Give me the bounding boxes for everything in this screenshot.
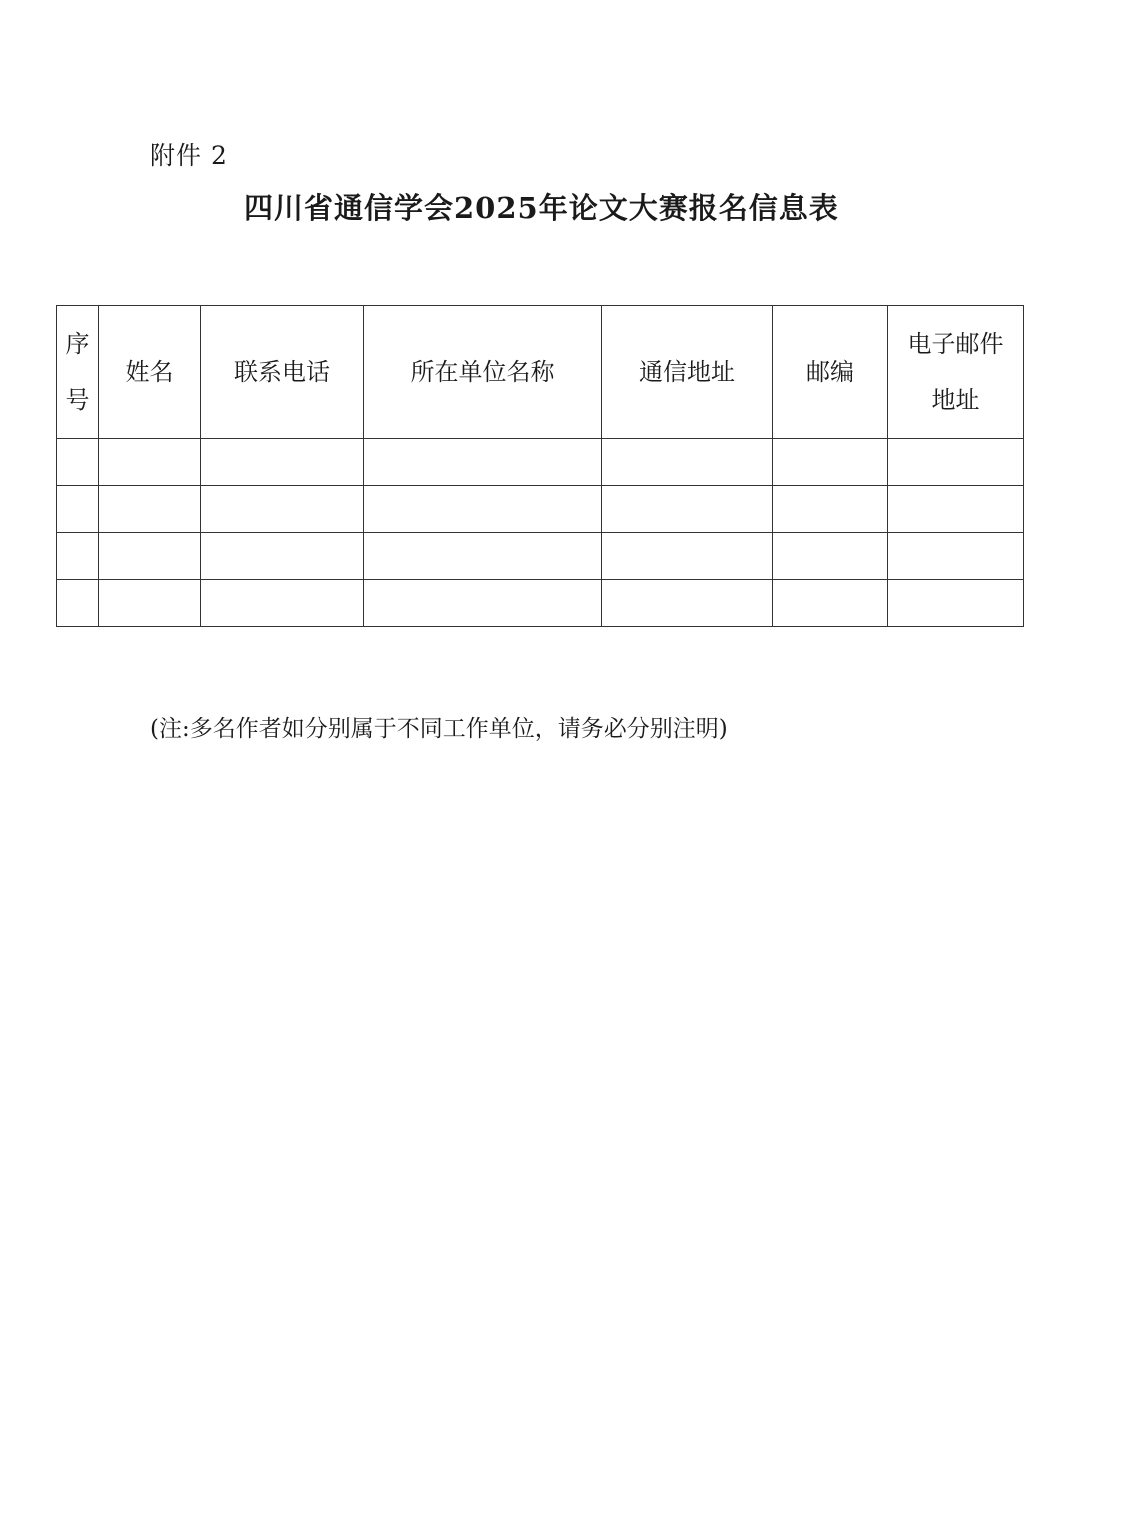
table-cell[interactable]: [99, 533, 201, 580]
table-body: [57, 439, 1024, 627]
header-line: 邮编: [806, 358, 854, 386]
header-name: [99, 306, 201, 439]
table-cell[interactable]: [99, 486, 201, 533]
table-cell[interactable]: [888, 486, 1024, 533]
attachment-label: 附件 2: [150, 141, 228, 170]
table-row: [57, 439, 1024, 486]
footnote: (注:多名作者如分别属于不同工作单位，请务必分别注明): [150, 716, 728, 742]
table-cell[interactable]: [57, 533, 99, 580]
table-cell[interactable]: [888, 533, 1024, 580]
header-serial-number: [57, 306, 99, 439]
table-row: [57, 533, 1024, 580]
table-cell[interactable]: [602, 439, 773, 486]
table-cell[interactable]: [57, 486, 99, 533]
table-cell[interactable]: [888, 580, 1024, 627]
header-line: 所在单位名称: [410, 358, 555, 386]
registration-table: [56, 305, 1024, 627]
table-cell[interactable]: [364, 486, 602, 533]
table-cell[interactable]: [201, 533, 364, 580]
header-line: 地址: [931, 386, 980, 414]
table-cell[interactable]: [364, 439, 602, 486]
table-cell[interactable]: [201, 439, 364, 486]
table-row: [57, 486, 1024, 533]
table-cell[interactable]: [602, 580, 773, 627]
header-postcode: [773, 306, 888, 439]
header-address: [602, 306, 773, 439]
table-header-row: [57, 306, 1024, 439]
header-line: 通信地址: [639, 358, 735, 386]
table-cell[interactable]: [773, 580, 888, 627]
header-line: 序: [65, 330, 90, 358]
table-cell[interactable]: [364, 533, 602, 580]
table-cell[interactable]: [773, 486, 888, 533]
header-organization: [364, 306, 602, 439]
table-row: [57, 580, 1024, 627]
header-line: 姓名: [125, 358, 174, 386]
table-cell[interactable]: [99, 580, 201, 627]
header-line: 联系电话: [234, 358, 330, 386]
table-cell[interactable]: [57, 580, 99, 627]
header-email: [888, 306, 1024, 439]
table-cell[interactable]: [888, 439, 1024, 486]
table-cell[interactable]: [57, 439, 99, 486]
table-cell[interactable]: [602, 533, 773, 580]
header-line: 号: [65, 386, 90, 414]
table-cell[interactable]: [99, 439, 201, 486]
table-cell[interactable]: [201, 580, 364, 627]
table-cell[interactable]: [201, 486, 364, 533]
document-title: 四川省通信学会2025年论文大赛报名信息表: [244, 191, 839, 225]
table-header: [57, 306, 1024, 439]
table-cell[interactable]: [602, 486, 773, 533]
header-line: 电子邮件: [907, 330, 1004, 358]
header-phone: [201, 306, 364, 439]
table-cell[interactable]: [773, 439, 888, 486]
table-cell[interactable]: [773, 533, 888, 580]
table-cell[interactable]: [364, 580, 602, 627]
